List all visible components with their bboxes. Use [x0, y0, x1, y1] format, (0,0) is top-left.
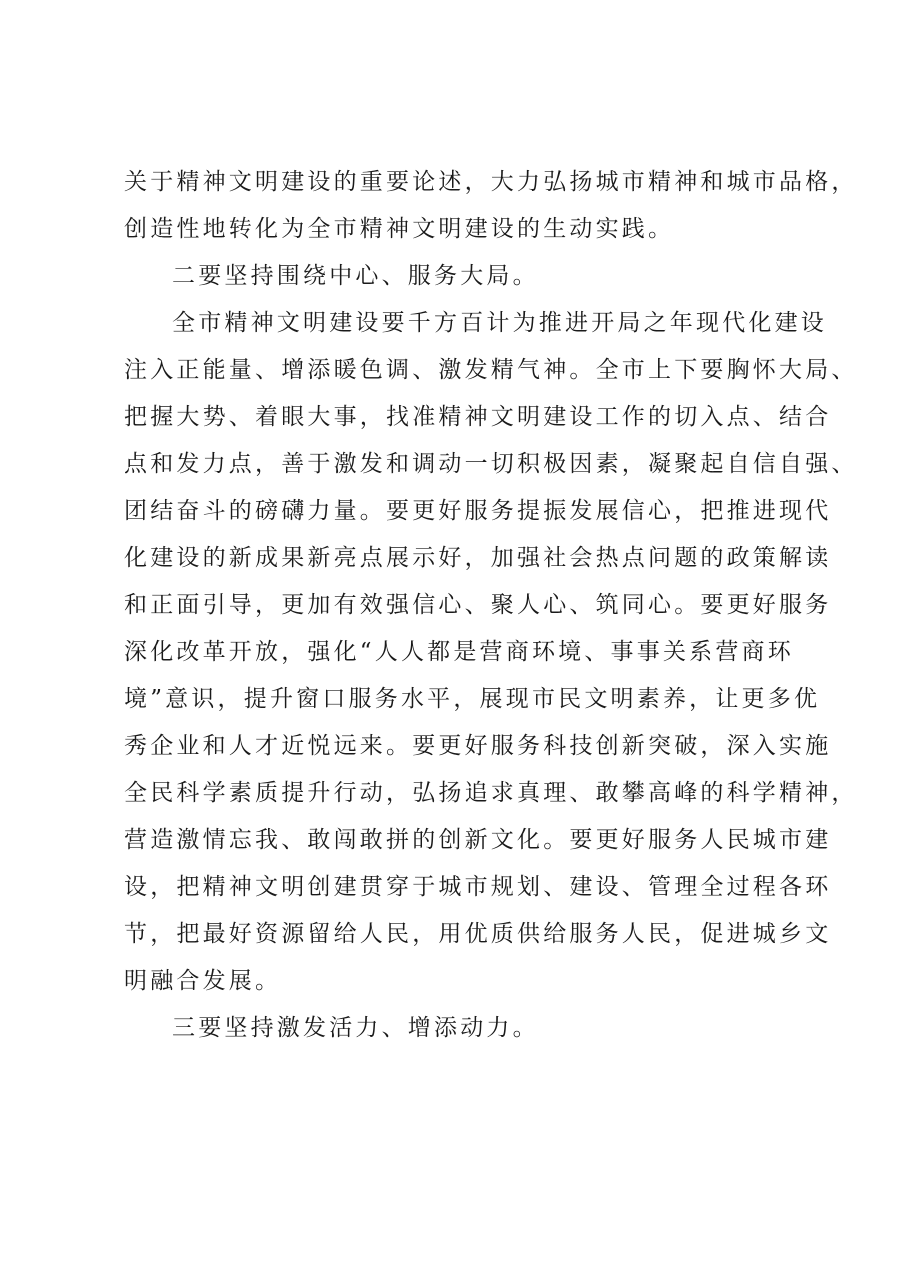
text-line: 化建设的新成果新亮点展示好，加强社会热点问题的政策解读	[124, 545, 832, 571]
text-line: 团结奋斗的磅礴力量。要更好服务提振发展信心，把推进现代	[124, 498, 832, 524]
text-line: 全市精神文明建设要千方百计为推进开局之年现代化建设	[172, 310, 827, 336]
text-line: 点和发力点，善于激发和调动一切积极因素，凝聚起自信自强、	[124, 451, 858, 477]
section-heading: 二要坚持围绕中心、服务大局。	[172, 263, 539, 289]
text-line: 节，把最好资源留给人民，用优质供给服务人民，促进城乡文	[124, 921, 832, 947]
text-line: 营造激情忘我、敢闯敢拼的创新文化。要更好服务人民城市建	[124, 827, 832, 853]
text-line: 全民科学素质提升行动，弘扬追求真理、敢攀高峰的科学精神，	[124, 780, 858, 806]
text-line: 和正面引导，更加有效强信心、聚人心、筑同心。要更好服务	[124, 592, 832, 618]
text-line: 深化改革开放，强化“人人都是营商环境、事事关系营商环	[124, 639, 794, 665]
text-line: 把握大势、着眼大事，找准精神文明建设工作的切入点、结合	[124, 404, 832, 430]
section-heading: 三要坚持激发活力、增添动力。	[172, 1015, 539, 1041]
text-line: 关于精神文明建设的重要论述，大力弘扬城市精神和城市品格，	[124, 169, 858, 195]
text-line: 境”意识，提升窗口服务水平，展现市民文明素养，让更多优	[124, 686, 821, 712]
text-line: 注入正能量、增添暖色调、激发精气神。全市上下要胸怀大局、	[124, 357, 858, 383]
text-line: 创造性地转化为全市精神文明建设的生动实践。	[124, 216, 675, 242]
text-line: 设，把精神文明创建贯穿于城市规划、建设、管理全过程各环	[124, 874, 832, 900]
text-line: 秀企业和人才近悦远来。要更好服务科技创新突破，深入实施	[124, 733, 832, 759]
text-line: 明融合发展。	[124, 968, 282, 994]
